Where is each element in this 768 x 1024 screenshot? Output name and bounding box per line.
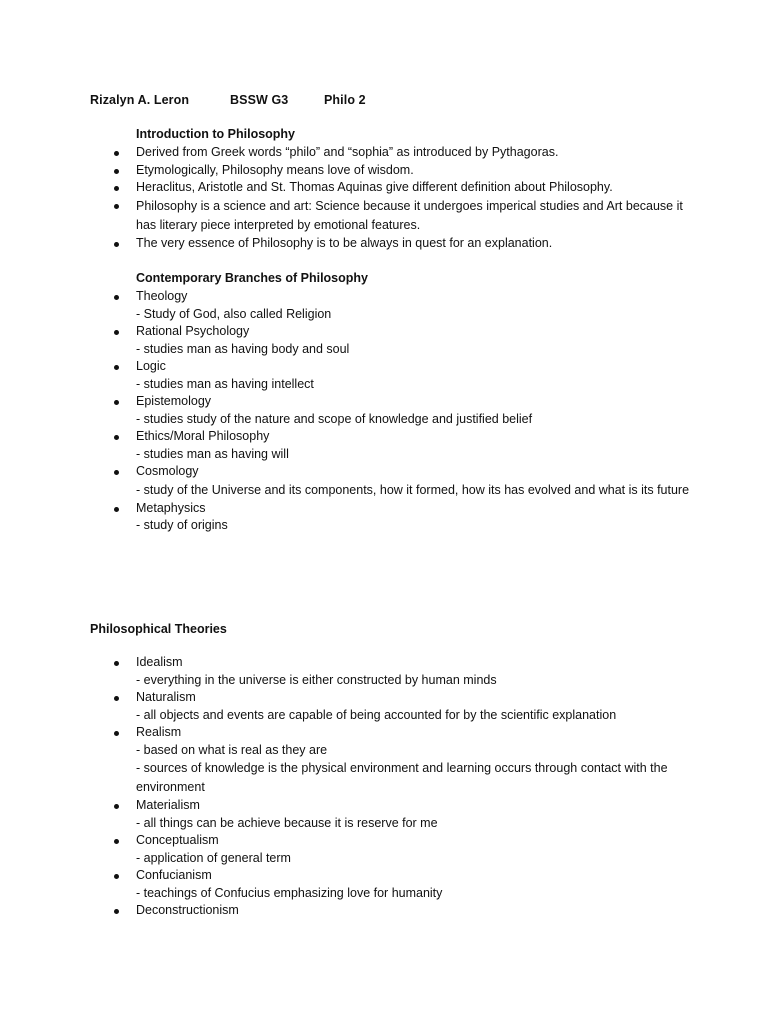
course-section: BSSW G3	[230, 93, 289, 107]
theory-description: - sources of knowledge is the physical environment and learning occurs through contact with the environment	[136, 761, 668, 794]
bullet-icon	[114, 839, 119, 844]
bullet-icon	[114, 507, 119, 512]
bullet-icon	[114, 435, 119, 440]
branch-item	[90, 323, 690, 358]
theory-item	[90, 654, 690, 689]
bullet-icon	[114, 874, 119, 879]
branches-title: Contemporary Branches of Philosophy	[136, 271, 368, 285]
list-item-text: The very essence of Philosophy is to be always in quest for an explanation.	[136, 235, 553, 250]
branch-item	[90, 393, 690, 428]
branch-description: - study of origins	[136, 518, 228, 532]
branch-name: Theology	[136, 289, 188, 303]
student-name: Rizalyn A. Leron	[90, 93, 190, 107]
list-item	[90, 197, 690, 235]
branches-list	[90, 288, 690, 535]
theories-title: Philosophical Theories	[90, 622, 227, 636]
theory-item	[90, 867, 690, 902]
theory-description: - all objects and events are capable of being accounted for by the scientific explanation	[136, 707, 617, 722]
bullet-icon	[114, 909, 119, 914]
bullet-icon	[114, 696, 119, 701]
intro-title: Introduction to Philosophy	[136, 127, 296, 141]
theory-description: - all things can be achieve because it is reserve for me	[136, 815, 438, 830]
branch-item	[90, 463, 690, 500]
branch-name: Metaphysics	[136, 500, 206, 515]
branch-description: - studies man as having will	[136, 446, 289, 461]
theory-name: Realism	[136, 725, 182, 739]
branch-item	[90, 358, 690, 393]
theory-name: Conceptualism	[136, 833, 219, 847]
bullet-icon	[114, 204, 119, 209]
bullet-icon	[114, 186, 119, 191]
bullet-icon	[114, 242, 119, 247]
theory-item	[90, 797, 690, 832]
theory-item	[90, 832, 690, 867]
list-item	[90, 235, 690, 253]
branch-description: - studies study of the nature and scope of knowledge and justified belief	[136, 411, 533, 426]
bullet-icon	[114, 169, 119, 174]
bullet-icon	[114, 661, 119, 666]
theory-description: - based on what is real as they are	[136, 742, 328, 757]
branch-name: Cosmology	[136, 464, 199, 478]
branch-name: Rational Psychology	[136, 324, 250, 338]
bullet-icon	[114, 151, 119, 156]
branch-item	[90, 500, 690, 535]
theory-description: - everything in the universe is either constructed by human minds	[136, 672, 497, 687]
list-item-text: Philosophy is a science and art: Science because it undergoes imperical studies and Art because it has literary piece interpreted by emotional features.	[136, 198, 683, 232]
theory-item	[90, 902, 690, 920]
branch-item	[90, 288, 690, 323]
list-item	[90, 162, 690, 180]
bullet-icon	[114, 330, 119, 335]
branch-description: - studies man as having intellect	[136, 376, 314, 391]
theories-list	[90, 654, 690, 920]
bullet-icon	[114, 295, 119, 300]
list-item-text: Derived from Greek words “philo” and “sophia” as introduced by Pythagoras.	[136, 145, 559, 159]
bullet-icon	[114, 804, 119, 809]
subject-code: Philo 2	[324, 93, 366, 107]
list-item	[90, 144, 690, 162]
theory-name: Naturalism	[136, 690, 196, 704]
theory-name: Idealism	[136, 655, 183, 669]
theory-description: - application of general term	[136, 850, 291, 865]
branch-description: - studies man as having body and soul	[136, 341, 350, 356]
branch-name: Logic	[136, 359, 166, 373]
bullet-icon	[114, 365, 119, 370]
theory-item	[90, 689, 690, 724]
list-item	[90, 179, 690, 197]
list-item-text: Heraclitus, Aristotle and St. Thomas Aquinas give different definition about Philosophy.	[136, 180, 613, 194]
bullet-icon	[114, 731, 119, 736]
branch-item	[90, 428, 690, 463]
theory-name: Materialism	[136, 798, 200, 812]
theory-description: - teachings of Confucius emphasizing love for humanity	[136, 885, 443, 900]
theory-name: Confucianism	[136, 868, 212, 882]
theory-name: Deconstructionism	[136, 903, 239, 917]
branch-description: - study of the Universe and its components, how it formed, how its has evolved and what is its future	[136, 482, 690, 497]
list-item-text: Etymologically, Philosophy means love of wisdom.	[136, 162, 414, 177]
branch-name: Ethics/Moral Philosophy	[136, 429, 270, 443]
branch-name: Epistemology	[136, 394, 212, 408]
theory-item	[90, 724, 690, 797]
bullet-icon	[114, 400, 119, 405]
intro-list	[90, 144, 690, 252]
branch-description: - Study of God, also called Religion	[136, 306, 332, 321]
bullet-icon	[114, 470, 119, 475]
